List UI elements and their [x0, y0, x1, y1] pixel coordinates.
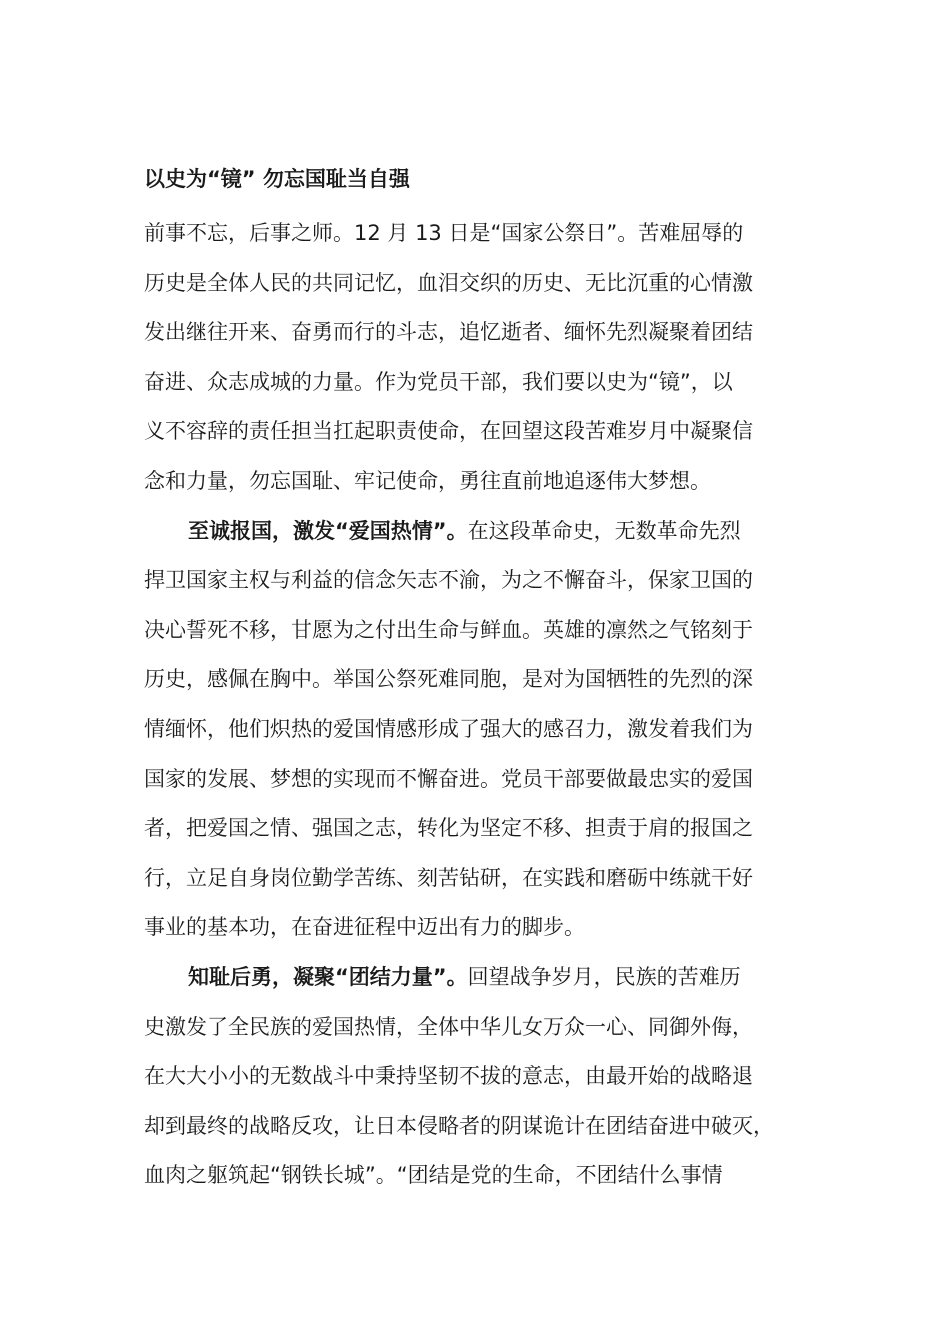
paragraph-1: [144, 209, 796, 507]
paragraph-line: 历史是全体人民的共同记忆，血泪交织的历史、无比沉重的心情激: [144, 270, 753, 295]
paragraph-line: 义不容辞的责任担当扛起职责使命，在回望这段苦难岁月中凝聚信: [144, 419, 753, 444]
paragraph-3: [144, 953, 796, 1201]
paragraph-line: 血肉之躯筑起“钢铁长城”。“团结是党的生命，不团结什么事情: [144, 1163, 723, 1188]
paragraph-line: 发出继往开来、奋勇而行的斗志，追忆逝者、缅怀先烈凝聚着团结: [144, 320, 753, 345]
paragraph-line: 捍卫国家主权与利益的信念矢志不渝，为之不懈奋斗，保家卫国的: [144, 568, 753, 593]
paragraph-line: 在大大小小的无数战斗中秉持坚韧不拔的意志，由最开始的战略退: [144, 1064, 753, 1089]
paragraph-line: 事业的基本功，在奋进征程中迈出有力的脚步。: [144, 915, 585, 940]
paragraph-first-line: [144, 953, 796, 1003]
paragraph-line: 情缅怀，他们炽热的爱国情感形成了强大的感召力，激发着我们为: [144, 716, 753, 741]
paragraph-line: 却到最终的战略反攻，让日本侵略者的阴谋诡计在团结奋进中破灭，: [144, 1113, 774, 1138]
paragraph-line: 史激发了全民族的爱国热情，全体中华儿女万众一心、同御外侮，: [144, 1014, 753, 1039]
paragraph-line-text: 在这段革命史，无数革命先烈: [467, 518, 741, 543]
paragraph-line: 念和力量，勿忘国耻、牢记使命，勇往直前地追逐伟大梦想。: [144, 468, 711, 493]
paragraph-lead: 知耻后勇，凝聚“团结力量”。: [188, 964, 468, 989]
paragraph-line: 奋进、众志成城的力量。作为党员干部，我们要以史为“镜”，以: [144, 369, 733, 394]
paragraph-line: 行，立足自身岗位勤学苦练、刻苦钻研，在实践和磨砺中练就干好: [144, 865, 753, 890]
paragraph-line: 历史，感佩在胸中。举国公祭死难同胞，是对为国牺牲的先烈的深: [144, 667, 753, 692]
paragraph-line: 国家的发展、梦想的实现而不懈奋进。党员干部要做最忠实的爱国: [144, 766, 753, 791]
paragraph-2: [144, 507, 796, 953]
paragraph-first-line: [144, 507, 796, 557]
paragraph-line: 决心誓死不移，甘愿为之付出生命与鲜血。英雄的凛然之气铭刻于: [144, 617, 753, 642]
document-body: [144, 209, 796, 1201]
paragraph-lead: 至诚报国，激发“爱国热情”。: [188, 518, 468, 543]
paragraph-line: 者，把爱国之情、强国之志，转化为坚定不移、担责于肩的报国之: [144, 816, 753, 841]
document-title: 以史为“镜” 勿忘国耻当自强: [144, 167, 410, 191]
paragraph-line: 前事不忘，后事之师。12 月 13 日是“国家公祭日”。苦难屈辱的: [144, 221, 744, 245]
paragraph-line-text: 回望战争岁月，民族的苦难历: [467, 964, 741, 989]
